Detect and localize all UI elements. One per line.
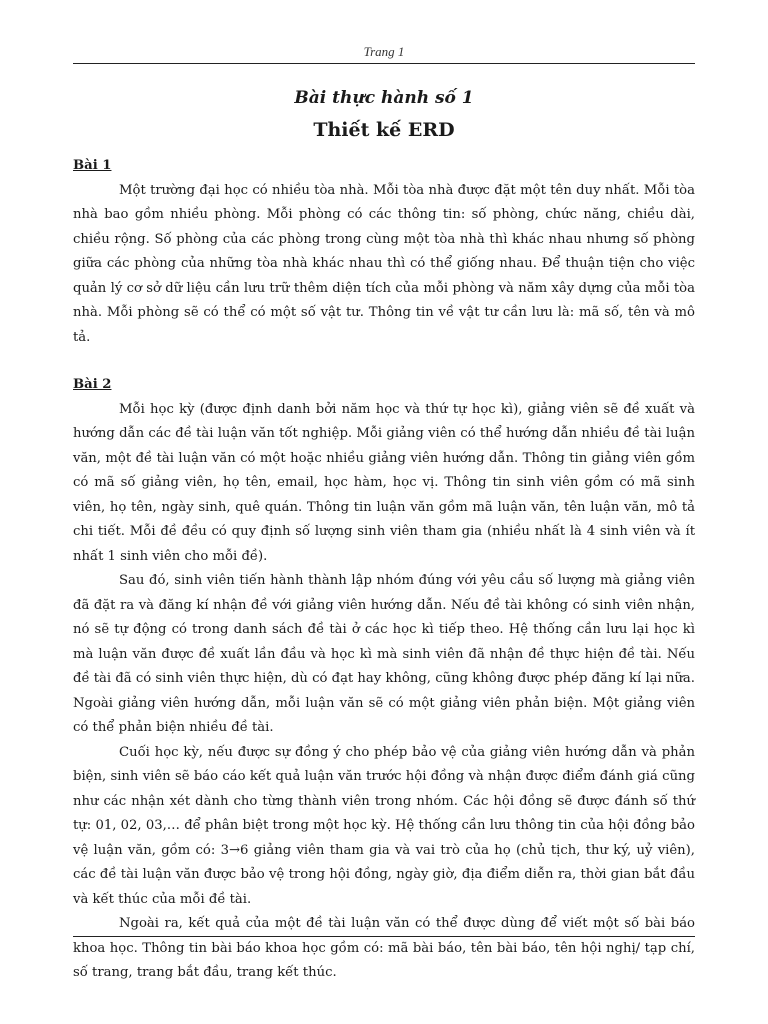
section-bai-2 bbox=[73, 373, 695, 986]
section-bai-1 bbox=[73, 154, 695, 350]
page-header-label: Trang 1 bbox=[363, 44, 405, 59]
paragraph: Một trường đại học có nhiều tòa nhà. Mỗi tòa nhà được đặt một tên duy nhất. Mỗi tòa nhà bao gồm nhiều phòng. Mỗi phòng có các thông tin: số phòng, chức năng, chiều dài, chiều rộng. Số phòng của các phòng trong cùng một tòa nhà thì khác nhau nhưng số phòng giữa các phòng của những tòa nhà khác nhau thì có thể giống nhau. Để thuận tiện cho việc quản lý cơ sở dữ liệu cần lưu trữ thêm diện tích của mỗi phòng và năm xây dựng của mỗi tòa nhà. Mỗi phòng sẽ có thể có một số vật tư. Thông tin về vật tư cần lưu là: mã số, tên và mô tả. bbox=[73, 182, 695, 345]
footer-rule bbox=[73, 936, 695, 937]
header-rule bbox=[73, 63, 695, 64]
paragraph: Mỗi học kỳ (được định danh bởi năm học và thứ tự học kì), giảng viên sẽ đề xuất và hướng dẫn các đề tài luận văn tốt nghiệp. Mỗi giảng viên có thể hướng dẫn nhiều đề tài luận văn, một đề tài luận văn có một hoặc nhiều giảng viên hướng dẫn. Thông tin giảng viên gồm có mã số giảng viên, họ tên, email, học hàm, học vị. Thông tin sinh viên gồm có mã sinh viên, họ tên, ngày sinh, quê quán. Thông tin luận văn gồm mã luận văn, tên luận văn, mô tả chi tiết. Mỗi đề đều có quy định số lượng sinh viên tham gia (nhiều nhất là 4 sinh viên và ít nhất 1 sinh viên cho mỗi đề). bbox=[73, 401, 695, 564]
section-heading: Bài 1 bbox=[73, 158, 112, 173]
section-spacer bbox=[73, 350, 695, 373]
document-subtitle: Bài thực hành số 1 bbox=[294, 88, 474, 108]
document-body bbox=[73, 154, 695, 986]
document-title: Thiết kế ERD bbox=[313, 119, 455, 141]
section-heading: Bài 2 bbox=[73, 377, 112, 392]
paragraph: Sau đó, sinh viên tiến hành thành lập nhóm đúng với yêu cầu số lượng mà giảng viên đã đặt ra và đăng kí nhận đề với giảng viên hướng dẫn. Nếu đề tài không có sinh viên nhận, nó sẽ tự động có trong danh sách đề tài ở các học kì tiếp theo. Hệ thống cần lưu lại học kì mà luận văn được đề xuất lần đầu và học kì mà sinh viên đã nhận đề thực hiện đề tài. Nếu đề tài đã có sinh viên thực hiện, dù có đạt hay không, cũng không được phép đăng kí lại nữa. Ngoài giảng viên hướng dẫn, mỗi luận văn sẽ có một giảng viên phản biện. Một giảng viên có thể phản biện nhiều đề tài. bbox=[73, 573, 695, 735]
paragraph: Cuối học kỳ, nếu được sự đồng ý cho phép bảo vệ của giảng viên hướng dẫn và phản biện, sinh viên sẽ báo cáo kết quả luận văn trước hội đồng và nhận được điểm đánh giá cũng như các nhận xét dành cho từng thành viên trong nhóm. Các hội đồng sẽ được đánh số thứ tự: 01, 02, 03,… để phân biệt trong một học kỳ. Hệ thống cần lưu thông tin của hội đồng bảo vệ luận văn, gồm có: 3→6 giảng viên tham gia và vai trò của họ (chủ tịch, thư ký, uỷ viên), các đề tài luận văn được bảo vệ trong hội đồng, ngày giờ, địa điểm diễn ra, thời gian bắt đầu và kết thúc của mỗi đề tài. bbox=[73, 744, 695, 907]
paragraph: Ngoài ra, kết quả của một đề tài luận văn có thể được dùng để viết một số bài báo khoa học. Thông tin bài báo khoa học gồm có: mã bài báo, tên bài báo, tên hội nghị/ tạp chí, số trang, trang bắt đầu, trang kết thúc. bbox=[73, 916, 695, 980]
